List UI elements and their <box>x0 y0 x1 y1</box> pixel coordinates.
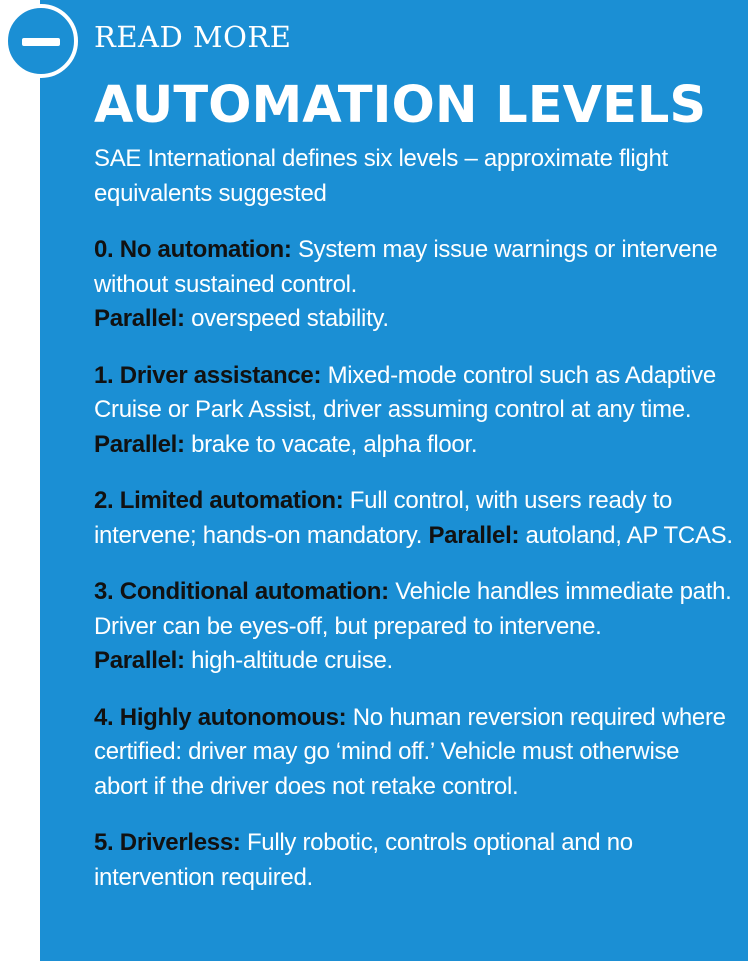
panel-body <box>94 142 734 917</box>
parallel-label: Parallel: <box>94 305 185 332</box>
parallel-label: Parallel: <box>94 647 185 674</box>
minus-icon <box>22 38 60 46</box>
collapse-button[interactable] <box>4 4 78 78</box>
level-label: 1. Driver assistance: <box>94 361 322 389</box>
level-text: Fully robotic, controls optional and no intervention required. <box>94 829 633 891</box>
level-2 <box>94 484 734 553</box>
level-label: 3. Conditional automation: <box>94 578 389 605</box>
level-label: 5. Driverless: <box>94 829 241 856</box>
level-label: 4. Highly autonomous: <box>94 703 347 731</box>
level-0 <box>94 233 734 337</box>
parallel-text: brake to vacate, alpha floor. <box>191 430 478 458</box>
panel-subtitle: SAE International defines six levels – approximate flight equivalents suggested <box>94 145 668 207</box>
parallel-label: Parallel: <box>94 430 185 458</box>
level-1 <box>94 359 734 463</box>
level-label: 0. No automation: <box>94 236 292 263</box>
parallel-text: high-altitude cruise. <box>191 647 393 674</box>
level-5 <box>94 826 734 895</box>
level-text: System may issue warnings or intervene without sustained control. <box>94 236 718 298</box>
parallel-text: overspeed stability. <box>191 305 389 332</box>
level-label: 2. Limited automation: <box>94 487 344 514</box>
parallel-label: Parallel: <box>428 521 520 549</box>
level-text: No human reversion required where certified: driver may go ‘mind off.’ Vehicle must otherwise abort if the driver does not retake control. <box>94 703 726 800</box>
level-4 <box>94 701 734 805</box>
parallel-text: autoland, AP TCAS. <box>525 521 733 549</box>
level-text: Full control, with users ready to intervene; hands-on mandatory. <box>94 487 673 549</box>
level-3 <box>94 575 734 679</box>
level-text: Vehicle handles immediate path. Driver can be eyes-off, but prepared to intervene. <box>94 578 732 640</box>
read-more-toggle[interactable]: READ MORE <box>94 20 292 54</box>
panel-title: AUTOMATION LEVELS <box>94 76 707 135</box>
level-text: Mixed-mode control such as Adaptive Cruise or Park Assist, driver assuming control at any time. <box>94 361 716 423</box>
